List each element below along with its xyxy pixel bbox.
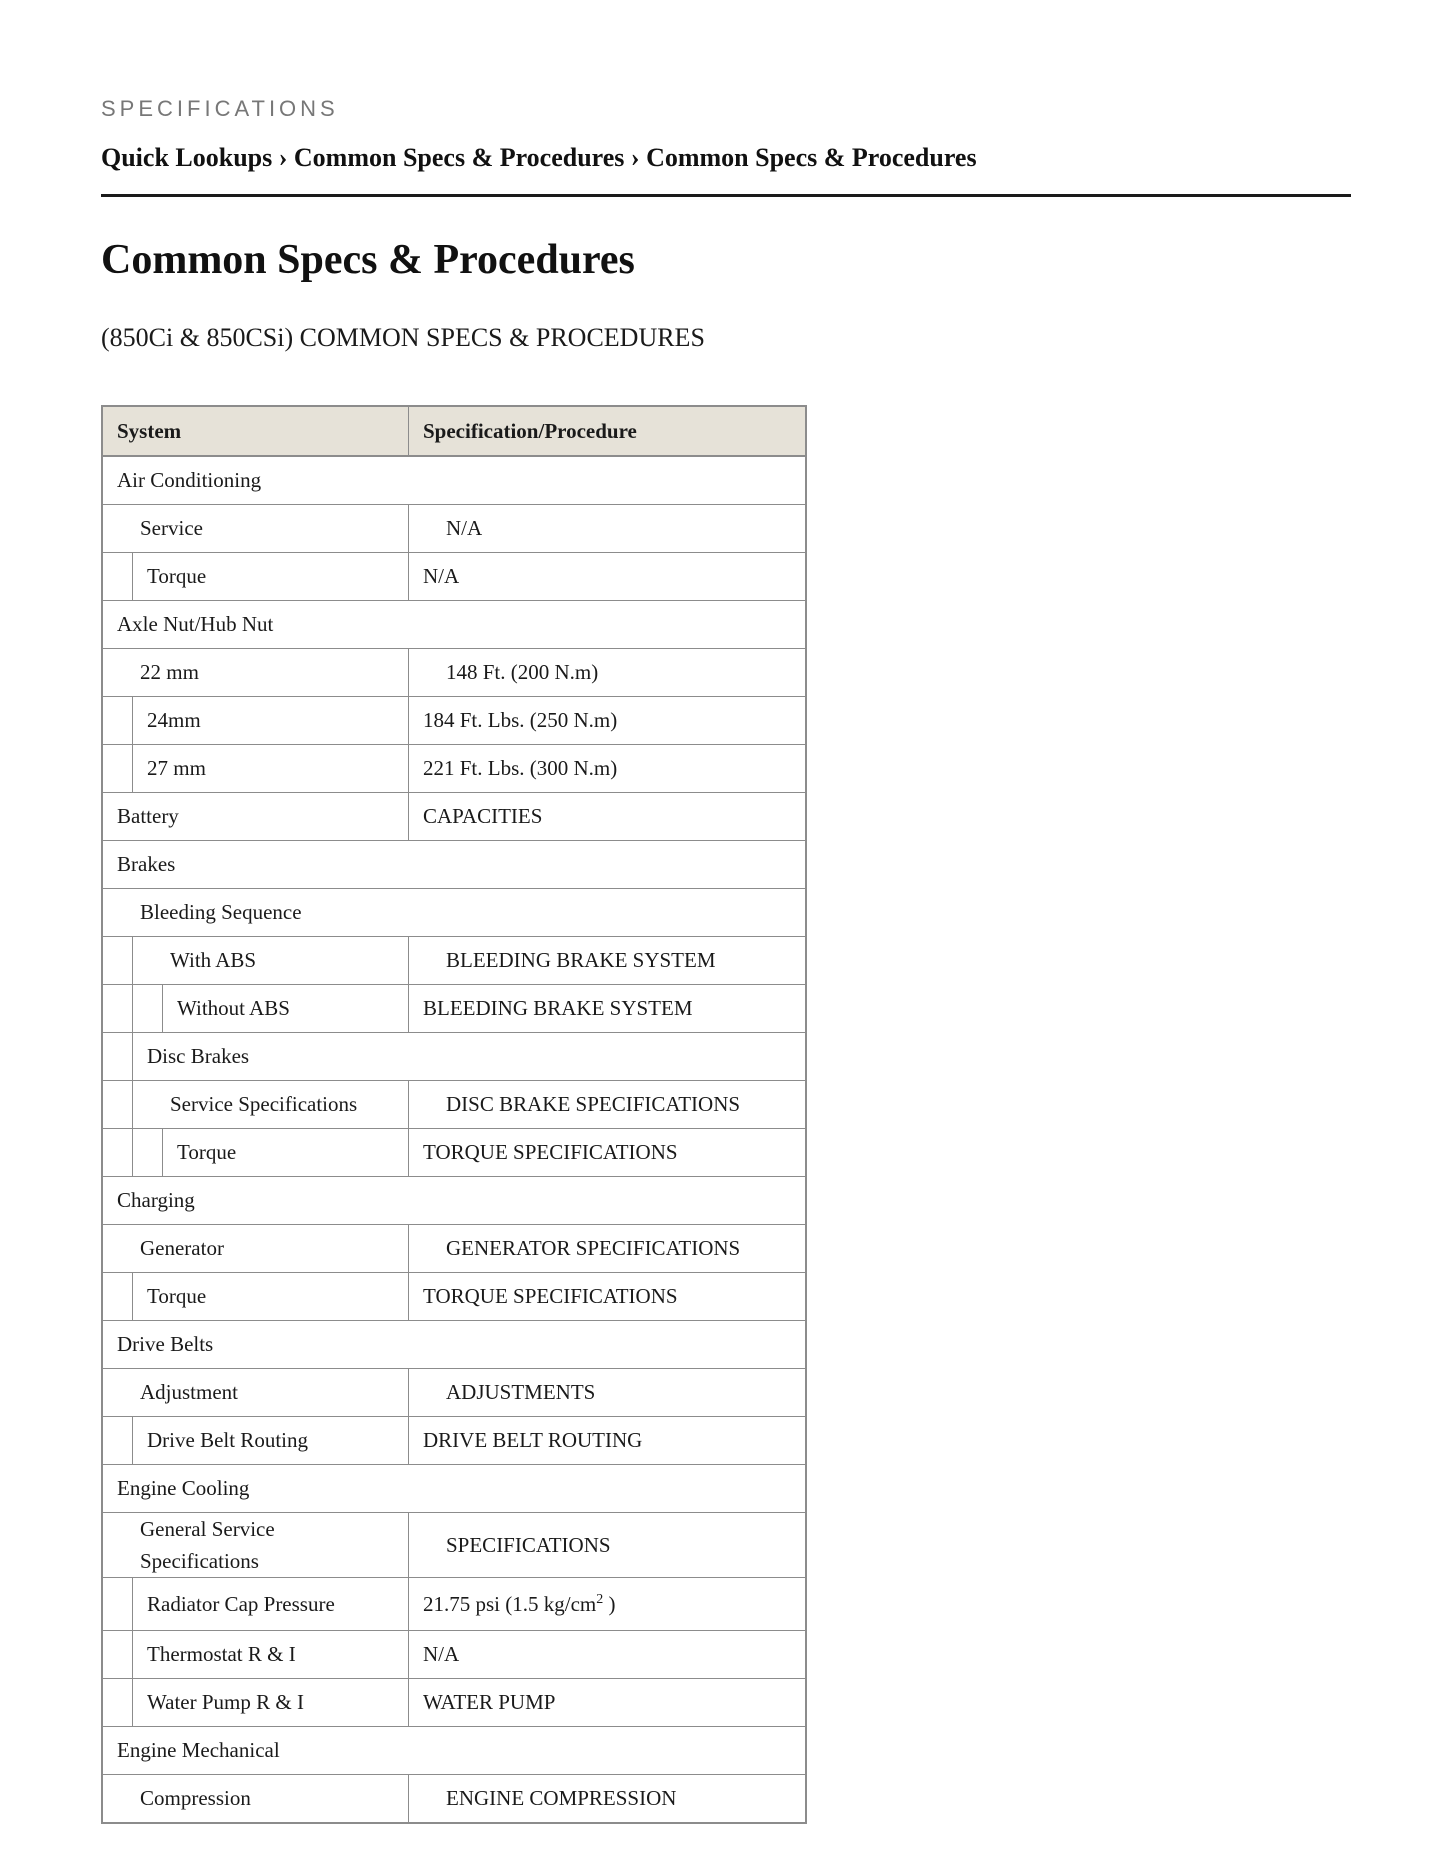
- table-row: [102, 1033, 806, 1081]
- system-label: Without ABS: [177, 996, 290, 1020]
- table-row: [102, 1177, 806, 1225]
- spec-cell[interactable]: GENERATOR SPECIFICATIONS: [409, 1225, 807, 1273]
- system-label: Disc Brakes: [147, 1044, 250, 1068]
- system-cell: [102, 1679, 409, 1727]
- system-cell: [102, 1578, 409, 1631]
- group-label: Engine Cooling: [102, 1465, 806, 1513]
- table-row: [102, 841, 806, 889]
- system-label: Water Pump R & I: [147, 1690, 304, 1714]
- system-label: Service Specifications: [170, 1092, 358, 1116]
- spec-cell[interactable]: ADJUSTMENTS: [409, 1369, 807, 1417]
- table-row: [102, 1321, 806, 1369]
- system-label: 24mm: [147, 708, 201, 732]
- table-row: [102, 1679, 806, 1727]
- spec-cell: 221 Ft. Lbs. (300 N.m): [409, 745, 807, 793]
- table-row: [102, 1578, 806, 1631]
- spec-cell[interactable]: DISC BRAKE SPECIFICATIONS: [409, 1081, 807, 1129]
- system-cell: Generator: [102, 1225, 409, 1273]
- system-label: With ABS: [170, 948, 257, 972]
- table-row: [102, 1775, 806, 1824]
- system-cell: [102, 745, 409, 793]
- spec-cell: N/A: [409, 553, 807, 601]
- header-divider: [101, 194, 1351, 197]
- system-cell: [102, 937, 409, 985]
- subgroup-label: Bleeding Sequence: [102, 889, 806, 937]
- table-row: [102, 1129, 806, 1177]
- system-cell: [102, 1081, 409, 1129]
- system-label: Drive Belt Routing: [147, 1428, 308, 1452]
- spec-cell[interactable]: TORQUE SPECIFICATIONS: [409, 1273, 807, 1321]
- table-row: [102, 1631, 806, 1679]
- table-row: [102, 1513, 806, 1578]
- table-row: [102, 697, 806, 745]
- spec-cell[interactable]: SPECIFICATIONS: [409, 1513, 807, 1578]
- system-label: Radiator Cap Pressure: [147, 1591, 335, 1616]
- group-label: Charging: [102, 1177, 806, 1225]
- table-row: [102, 456, 806, 505]
- system-label: Torque: [147, 1284, 207, 1308]
- system-cell: [102, 1129, 409, 1177]
- system-cell: Service: [102, 505, 409, 553]
- table-row: [102, 553, 806, 601]
- system-cell: [102, 1273, 409, 1321]
- table-row: [102, 985, 806, 1033]
- table-row: [102, 793, 806, 841]
- table-row: [102, 1369, 806, 1417]
- specs-table: [101, 405, 807, 1824]
- system-cell: [102, 985, 409, 1033]
- table-row: [102, 1417, 806, 1465]
- column-header-spec: Specification/Procedure: [409, 406, 807, 456]
- table-row: [102, 1225, 806, 1273]
- page-subtitle: (850Ci & 850CSi) COMMON SPECS & PROCEDURES: [101, 323, 705, 352]
- subgroup-label: [102, 1033, 806, 1081]
- group-label: Brakes: [102, 841, 806, 889]
- breadcrumb[interactable]: Quick Lookups › Common Specs & Procedures › Common Specs & Procedures: [101, 143, 977, 172]
- spec-cell[interactable]: TORQUE SPECIFICATIONS: [409, 1129, 807, 1177]
- group-label: Engine Mechanical: [102, 1727, 806, 1775]
- group-label: Air Conditioning: [102, 456, 806, 505]
- table-row: [102, 889, 806, 937]
- system-cell: [102, 697, 409, 745]
- spec-cell[interactable]: WATER PUMP: [409, 1679, 807, 1727]
- spec-cell[interactable]: ENGINE COMPRESSION: [409, 1775, 807, 1824]
- table-row: [102, 649, 806, 697]
- table-header-row: [102, 406, 806, 456]
- spec-cell: N/A: [409, 505, 807, 553]
- table-row: [102, 1465, 806, 1513]
- spec-value-tail: ): [608, 1591, 616, 1616]
- spec-cell: 184 Ft. Lbs. (250 N.m): [409, 697, 807, 745]
- table-row: [102, 505, 806, 553]
- system-label: Torque: [147, 564, 207, 588]
- table-row: [102, 937, 806, 985]
- table-row: [102, 745, 806, 793]
- system-cell: Compression: [102, 1775, 409, 1824]
- spec-cell[interactable]: BLEEDING BRAKE SYSTEM: [409, 937, 807, 985]
- system-cell: Battery: [102, 793, 409, 841]
- system-cell: Adjustment: [102, 1369, 409, 1417]
- system-cell: [102, 553, 409, 601]
- table-row: [102, 1273, 806, 1321]
- table-row: [102, 1081, 806, 1129]
- system-label: Thermostat R & I: [147, 1642, 296, 1666]
- system-label: 27 mm: [147, 756, 206, 780]
- spec-cell: 148 Ft. (200 N.m): [409, 649, 807, 697]
- group-label: Drive Belts: [102, 1321, 806, 1369]
- spec-cell: [409, 1578, 807, 1631]
- spec-superscript: 2: [596, 1591, 604, 1607]
- section-eyebrow: SPECIFICATIONS: [101, 96, 339, 121]
- system-cell: [102, 1631, 409, 1679]
- spec-cell[interactable]: CAPACITIES: [409, 793, 807, 841]
- column-header-system: System: [102, 406, 409, 456]
- spec-cell[interactable]: BLEEDING BRAKE SYSTEM: [409, 985, 807, 1033]
- system-cell: 22 mm: [102, 649, 409, 697]
- table-row: [102, 1727, 806, 1775]
- spec-cell[interactable]: DRIVE BELT ROUTING: [409, 1417, 807, 1465]
- system-cell: General Service Specifications: [102, 1513, 409, 1578]
- spec-cell: N/A: [409, 1631, 807, 1679]
- spec-value: 21.75 psi (1.5 kg/cm: [423, 1591, 597, 1616]
- page-title: Common Specs & Procedures: [101, 237, 635, 283]
- system-cell: [102, 1417, 409, 1465]
- system-label: Torque: [177, 1140, 237, 1164]
- table-row: [102, 601, 806, 649]
- group-label: Axle Nut/Hub Nut: [102, 601, 806, 649]
